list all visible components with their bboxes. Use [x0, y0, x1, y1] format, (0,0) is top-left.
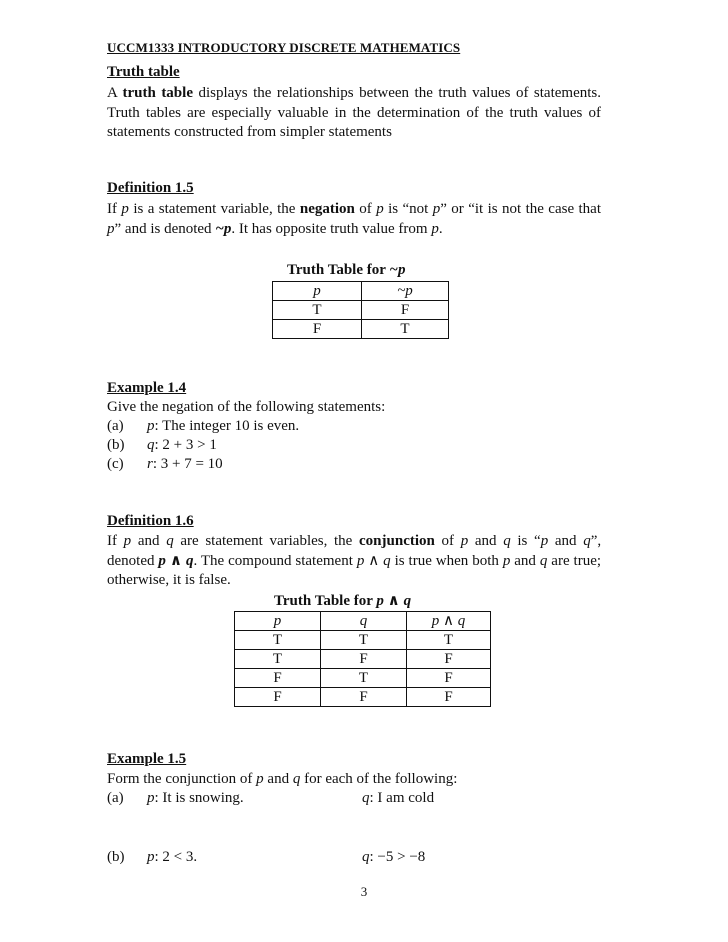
table-cell: T — [235, 631, 321, 650]
list-item: (c) r: 3 + 7 = 10 — [107, 456, 223, 472]
section-heading-truth-table: Truth table — [107, 64, 180, 80]
list-item-q: q: I am cold — [362, 790, 435, 806]
table-cell: F — [362, 301, 449, 320]
definition-1-6-text: If p and q are statement variables, the conjunction of p and q is “p and q”, denoted p ∧ q. The compound statement p ∧ q is true when both p and q are true; otherwise, it is false. — [107, 533, 602, 588]
table-row — [235, 688, 491, 707]
list-item-q: q: −5 > −8 — [362, 849, 426, 865]
table-cell: F — [321, 688, 407, 707]
table-row — [235, 650, 491, 669]
table-cell: F — [235, 669, 321, 688]
table-cell: F — [407, 650, 491, 669]
example-1-5-intro: Form the conjunction of p and q for each of the following: — [107, 771, 458, 787]
list-item: (b) p: 2 < 3. — [107, 849, 198, 865]
negation-symbol: ~p — [215, 220, 232, 237]
definition-1-6-heading: Definition 1.6 — [107, 513, 194, 529]
table-cell: T — [321, 631, 407, 650]
list-item: (a) p: It is snowing. — [107, 790, 244, 806]
table-cell: F — [273, 320, 362, 339]
table-header-cell: p ∧ q — [407, 612, 491, 631]
conjunction-symbol: p ∧ q — [158, 552, 194, 569]
table-header-row — [273, 282, 449, 301]
table-cell: T — [321, 669, 407, 688]
term-conjunction: conjunction — [359, 533, 435, 549]
table-row — [273, 301, 449, 320]
negation-truth-table — [272, 281, 449, 339]
table-row — [273, 320, 449, 339]
conjunction-truth-table — [234, 611, 491, 707]
table-cell: T — [362, 320, 449, 339]
example-1-4-heading: Example 1.4 — [107, 380, 187, 396]
table-cell: F — [321, 650, 407, 669]
table-header-cell: q — [321, 612, 407, 631]
table-cell: F — [407, 688, 491, 707]
table-cell: T — [407, 631, 491, 650]
table-cell: F — [235, 688, 321, 707]
list-item: (b) q: 2 + 3 > 1 — [107, 437, 217, 453]
table-cell: F — [407, 669, 491, 688]
truth-table-description: A truth table displays the relationships between the truth values of statements. Truth tables are especially valuable in the determination of the truth values of statements constructed from simpler statements — [107, 85, 601, 140]
term-negation: negation — [299, 201, 355, 217]
table-header-cell: p — [273, 282, 362, 301]
definition-1-5-text: If p is a statement variable, the negation of p is “not p” or “it is not the case that p” and is denoted ~p. It has opposite truth value from p. — [107, 201, 602, 237]
course-header: UCCM1333 INTRODUCTORY DISCRETE MATHEMATICS — [107, 40, 461, 55]
page-number: 3 — [360, 884, 368, 899]
table-row — [235, 669, 491, 688]
conjunction-table-title: Truth Table for p ∧ q — [274, 593, 412, 609]
example-1-5-heading: Example 1.5 — [107, 751, 187, 767]
table-cell: T — [273, 301, 362, 320]
table-cell: T — [235, 650, 321, 669]
table-header-row — [235, 612, 491, 631]
negation-table-title: Truth Table for ~p — [287, 262, 406, 278]
example-1-4-intro: Give the negation of the following statements: — [107, 399, 386, 415]
term-truth-table: truth table — [122, 85, 193, 101]
table-header-cell: ~p — [362, 282, 449, 301]
table-row — [235, 631, 491, 650]
list-item: (a) p: The integer 10 is even. — [107, 418, 300, 434]
table-header-cell: p — [235, 612, 321, 631]
definition-1-5-heading: Definition 1.5 — [107, 180, 194, 196]
